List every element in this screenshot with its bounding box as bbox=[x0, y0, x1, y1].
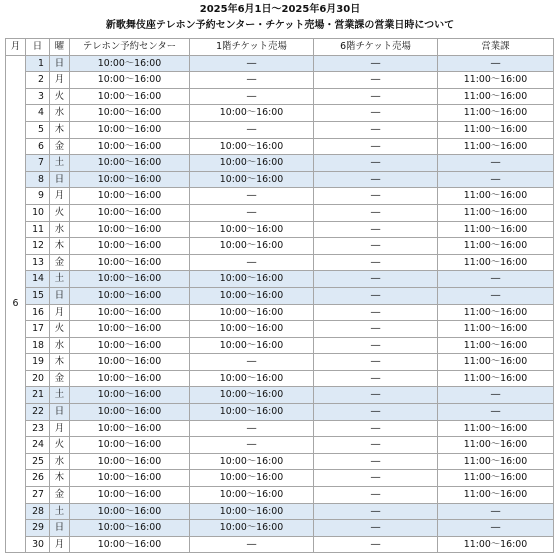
telephone-hours-cell: 10:00～16:00 bbox=[70, 88, 190, 105]
header-sales-dept: 営業課 bbox=[438, 39, 554, 56]
floor6-hours-cell: ― bbox=[314, 55, 438, 72]
floor1-hours-cell: ― bbox=[190, 420, 314, 437]
floor1-hours-cell: ― bbox=[190, 121, 314, 138]
weekday-cell: 火 bbox=[50, 88, 70, 105]
weekday-cell: 木 bbox=[50, 354, 70, 371]
telephone-hours-cell: 10:00～16:00 bbox=[70, 138, 190, 155]
telephone-hours-cell: 10:00～16:00 bbox=[70, 55, 190, 72]
floor6-hours-cell: ― bbox=[314, 238, 438, 255]
floor1-hours-cell: 10:00～16:00 bbox=[190, 155, 314, 172]
floor6-hours-cell: ― bbox=[314, 271, 438, 288]
floor6-hours-cell: ― bbox=[314, 354, 438, 371]
weekday-cell: 日 bbox=[50, 171, 70, 188]
table-row bbox=[6, 337, 554, 354]
weekday-cell: 土 bbox=[50, 387, 70, 404]
sales-hours-cell: 11:00～16:00 bbox=[438, 321, 554, 338]
day-cell: 29 bbox=[26, 520, 50, 537]
table-row bbox=[6, 321, 554, 338]
sales-hours-cell: ― bbox=[438, 171, 554, 188]
sales-hours-cell: 11:00～16:00 bbox=[438, 238, 554, 255]
floor6-hours-cell: ― bbox=[314, 204, 438, 221]
weekday-cell: 日 bbox=[50, 404, 70, 421]
schedule-table bbox=[5, 38, 554, 553]
telephone-hours-cell: 10:00～16:00 bbox=[70, 370, 190, 387]
telephone-hours-cell: 10:00～16:00 bbox=[70, 72, 190, 89]
table-row bbox=[6, 155, 554, 172]
sales-hours-cell: ― bbox=[438, 271, 554, 288]
floor1-hours-cell: 10:00～16:00 bbox=[190, 487, 314, 504]
sales-hours-cell: 11:00～16:00 bbox=[438, 354, 554, 371]
floor6-hours-cell: ― bbox=[314, 105, 438, 122]
header-floor1-ticket-office: 1階チケット売場 bbox=[190, 39, 314, 56]
day-cell: 10 bbox=[26, 204, 50, 221]
table-row bbox=[6, 221, 554, 238]
day-cell: 26 bbox=[26, 470, 50, 487]
telephone-hours-cell: 10:00～16:00 bbox=[70, 337, 190, 354]
table-row bbox=[6, 520, 554, 537]
floor1-hours-cell: 10:00～16:00 bbox=[190, 520, 314, 537]
sales-hours-cell: ― bbox=[438, 287, 554, 304]
weekday-cell: 水 bbox=[50, 221, 70, 238]
day-cell: 21 bbox=[26, 387, 50, 404]
floor6-hours-cell: ― bbox=[314, 420, 438, 437]
table-row bbox=[6, 354, 554, 371]
floor1-hours-cell: 10:00～16:00 bbox=[190, 304, 314, 321]
day-cell: 19 bbox=[26, 354, 50, 371]
sales-hours-cell: 11:00～16:00 bbox=[438, 221, 554, 238]
sales-hours-cell: 11:00～16:00 bbox=[438, 453, 554, 470]
sales-hours-cell: 11:00～16:00 bbox=[438, 88, 554, 105]
day-cell: 14 bbox=[26, 271, 50, 288]
floor6-hours-cell: ― bbox=[314, 437, 438, 454]
sales-hours-cell: ― bbox=[438, 387, 554, 404]
floor6-hours-cell: ― bbox=[314, 121, 438, 138]
table-row bbox=[6, 204, 554, 221]
telephone-hours-cell: 10:00～16:00 bbox=[70, 121, 190, 138]
table-row bbox=[6, 420, 554, 437]
floor1-hours-cell: ― bbox=[190, 536, 314, 553]
floor6-hours-cell: ― bbox=[314, 387, 438, 404]
table-row bbox=[6, 437, 554, 454]
page-title: 新歌舞伎座テレホン予約センター・チケット売場・営業課の営業日時について bbox=[105, 20, 455, 31]
day-cell: 7 bbox=[26, 155, 50, 172]
telephone-hours-cell: 10:00～16:00 bbox=[70, 404, 190, 421]
day-cell: 30 bbox=[26, 536, 50, 553]
day-cell: 25 bbox=[26, 453, 50, 470]
floor1-hours-cell: 10:00～16:00 bbox=[190, 221, 314, 238]
floor1-hours-cell: ― bbox=[190, 437, 314, 454]
day-cell: 6 bbox=[26, 138, 50, 155]
table-row bbox=[6, 72, 554, 89]
floor6-hours-cell: ― bbox=[314, 188, 438, 205]
sales-hours-cell: 11:00～16:00 bbox=[438, 121, 554, 138]
weekday-cell: 土 bbox=[50, 271, 70, 288]
telephone-hours-cell: 10:00～16:00 bbox=[70, 321, 190, 338]
sales-hours-cell: 11:00～16:00 bbox=[438, 254, 554, 271]
telephone-hours-cell: 10:00～16:00 bbox=[70, 420, 190, 437]
weekday-cell: 月 bbox=[50, 72, 70, 89]
floor1-hours-cell: ― bbox=[190, 55, 314, 72]
telephone-hours-cell: 10:00～16:00 bbox=[70, 188, 190, 205]
weekday-cell: 金 bbox=[50, 138, 70, 155]
date-range-title: 2025年6月1日～2025年6月30日 bbox=[199, 4, 361, 15]
weekday-cell: 金 bbox=[50, 254, 70, 271]
weekday-cell: 月 bbox=[50, 188, 70, 205]
schedule-body bbox=[6, 55, 554, 553]
floor1-hours-cell: 10:00～16:00 bbox=[190, 470, 314, 487]
header-telephone-center: テレホン予約センター bbox=[70, 39, 190, 56]
weekday-cell: 木 bbox=[50, 238, 70, 255]
sales-hours-cell: ― bbox=[438, 155, 554, 172]
telephone-hours-cell: 10:00～16:00 bbox=[70, 453, 190, 470]
table-row bbox=[6, 470, 554, 487]
telephone-hours-cell: 10:00～16:00 bbox=[70, 221, 190, 238]
floor1-hours-cell: 10:00～16:00 bbox=[190, 503, 314, 520]
telephone-hours-cell: 10:00～16:00 bbox=[70, 254, 190, 271]
table-row bbox=[6, 536, 554, 553]
table-row bbox=[6, 487, 554, 504]
table-row bbox=[6, 370, 554, 387]
floor6-hours-cell: ― bbox=[314, 155, 438, 172]
table-row bbox=[6, 453, 554, 470]
floor1-hours-cell: ― bbox=[190, 254, 314, 271]
month-cell: 6 bbox=[6, 55, 26, 553]
floor1-hours-cell: 10:00～16:00 bbox=[190, 404, 314, 421]
weekday-cell: 日 bbox=[50, 520, 70, 537]
telephone-hours-cell: 10:00～16:00 bbox=[70, 354, 190, 371]
day-cell: 3 bbox=[26, 88, 50, 105]
table-row bbox=[6, 387, 554, 404]
floor6-hours-cell: ― bbox=[314, 453, 438, 470]
weekday-cell: 水 bbox=[50, 105, 70, 122]
floor1-hours-cell: 10:00～16:00 bbox=[190, 271, 314, 288]
telephone-hours-cell: 10:00～16:00 bbox=[70, 503, 190, 520]
header-day: 日 bbox=[26, 39, 50, 56]
sales-hours-cell: ― bbox=[438, 404, 554, 421]
sales-hours-cell: 11:00～16:00 bbox=[438, 105, 554, 122]
day-cell: 13 bbox=[26, 254, 50, 271]
sales-hours-cell: 11:00～16:00 bbox=[438, 337, 554, 354]
header-row bbox=[6, 39, 554, 56]
sales-hours-cell: 11:00～16:00 bbox=[438, 138, 554, 155]
telephone-hours-cell: 10:00～16:00 bbox=[70, 287, 190, 304]
weekday-cell: 金 bbox=[50, 487, 70, 504]
sales-hours-cell: 11:00～16:00 bbox=[438, 370, 554, 387]
day-cell: 20 bbox=[26, 370, 50, 387]
weekday-cell: 金 bbox=[50, 370, 70, 387]
weekday-cell: 日 bbox=[50, 287, 70, 304]
table-row bbox=[6, 55, 554, 72]
day-cell: 22 bbox=[26, 404, 50, 421]
floor6-hours-cell: ― bbox=[314, 370, 438, 387]
day-cell: 16 bbox=[26, 304, 50, 321]
day-cell: 24 bbox=[26, 437, 50, 454]
floor1-hours-cell: 10:00～16:00 bbox=[190, 370, 314, 387]
telephone-hours-cell: 10:00～16:00 bbox=[70, 387, 190, 404]
floor1-hours-cell: 10:00～16:00 bbox=[190, 337, 314, 354]
table-row bbox=[6, 254, 554, 271]
table-row bbox=[6, 105, 554, 122]
telephone-hours-cell: 10:00～16:00 bbox=[70, 271, 190, 288]
weekday-cell: 土 bbox=[50, 155, 70, 172]
floor1-hours-cell: ― bbox=[190, 204, 314, 221]
floor6-hours-cell: ― bbox=[314, 287, 438, 304]
weekday-cell: 日 bbox=[50, 55, 70, 72]
telephone-hours-cell: 10:00～16:00 bbox=[70, 204, 190, 221]
day-cell: 23 bbox=[26, 420, 50, 437]
floor1-hours-cell: ― bbox=[190, 188, 314, 205]
table-row bbox=[6, 88, 554, 105]
table-row bbox=[6, 287, 554, 304]
sales-hours-cell: 11:00～16:00 bbox=[438, 437, 554, 454]
floor1-hours-cell: 10:00～16:00 bbox=[190, 387, 314, 404]
day-cell: 12 bbox=[26, 238, 50, 255]
weekday-cell: 月 bbox=[50, 420, 70, 437]
weekday-cell: 火 bbox=[50, 204, 70, 221]
weekday-cell: 水 bbox=[50, 337, 70, 354]
day-cell: 9 bbox=[26, 188, 50, 205]
day-cell: 8 bbox=[26, 171, 50, 188]
floor6-hours-cell: ― bbox=[314, 337, 438, 354]
floor6-hours-cell: ― bbox=[314, 304, 438, 321]
telephone-hours-cell: 10:00～16:00 bbox=[70, 155, 190, 172]
telephone-hours-cell: 10:00～16:00 bbox=[70, 171, 190, 188]
floor6-hours-cell: ― bbox=[314, 221, 438, 238]
floor6-hours-cell: ― bbox=[314, 88, 438, 105]
weekday-cell: 火 bbox=[50, 321, 70, 338]
weekday-cell: 火 bbox=[50, 437, 70, 454]
floor6-hours-cell: ― bbox=[314, 171, 438, 188]
weekday-cell: 月 bbox=[50, 304, 70, 321]
day-cell: 28 bbox=[26, 503, 50, 520]
weekday-cell: 月 bbox=[50, 536, 70, 553]
header-weekday: 曜 bbox=[50, 39, 70, 56]
day-cell: 1 bbox=[26, 55, 50, 72]
sales-hours-cell: 11:00～16:00 bbox=[438, 204, 554, 221]
sales-hours-cell: 11:00～16:00 bbox=[438, 487, 554, 504]
table-row bbox=[6, 188, 554, 205]
day-cell: 2 bbox=[26, 72, 50, 89]
floor1-hours-cell: 10:00～16:00 bbox=[190, 105, 314, 122]
telephone-hours-cell: 10:00～16:00 bbox=[70, 487, 190, 504]
floor6-hours-cell: ― bbox=[314, 503, 438, 520]
table-row bbox=[6, 138, 554, 155]
floor6-hours-cell: ― bbox=[314, 254, 438, 271]
floor1-hours-cell: 10:00～16:00 bbox=[190, 453, 314, 470]
floor6-hours-cell: ― bbox=[314, 72, 438, 89]
floor6-hours-cell: ― bbox=[314, 520, 438, 537]
floor1-hours-cell: 10:00～16:00 bbox=[190, 287, 314, 304]
weekday-cell: 木 bbox=[50, 470, 70, 487]
sales-hours-cell: ― bbox=[438, 55, 554, 72]
day-cell: 18 bbox=[26, 337, 50, 354]
floor6-hours-cell: ― bbox=[314, 321, 438, 338]
telephone-hours-cell: 10:00～16:00 bbox=[70, 520, 190, 537]
telephone-hours-cell: 10:00～16:00 bbox=[70, 536, 190, 553]
header-floor6-ticket-office: 6階チケット売場 bbox=[314, 39, 438, 56]
header-month: 月 bbox=[6, 39, 26, 56]
floor6-hours-cell: ― bbox=[314, 138, 438, 155]
floor1-hours-cell: ― bbox=[190, 354, 314, 371]
day-cell: 15 bbox=[26, 287, 50, 304]
day-cell: 5 bbox=[26, 121, 50, 138]
floor1-hours-cell: 10:00～16:00 bbox=[190, 321, 314, 338]
sales-hours-cell: ― bbox=[438, 503, 554, 520]
sales-hours-cell: ― bbox=[438, 520, 554, 537]
day-cell: 17 bbox=[26, 321, 50, 338]
floor1-hours-cell: 10:00～16:00 bbox=[190, 138, 314, 155]
sales-hours-cell: 11:00～16:00 bbox=[438, 304, 554, 321]
floor1-hours-cell: ― bbox=[190, 72, 314, 89]
table-row bbox=[6, 503, 554, 520]
floor1-hours-cell: ― bbox=[190, 88, 314, 105]
sales-hours-cell: 11:00～16:00 bbox=[438, 536, 554, 553]
table-row bbox=[6, 238, 554, 255]
sales-hours-cell: 11:00～16:00 bbox=[438, 470, 554, 487]
telephone-hours-cell: 10:00～16:00 bbox=[70, 238, 190, 255]
floor6-hours-cell: ― bbox=[314, 404, 438, 421]
table-row bbox=[6, 171, 554, 188]
floor6-hours-cell: ― bbox=[314, 487, 438, 504]
weekday-cell: 木 bbox=[50, 121, 70, 138]
sales-hours-cell: 11:00～16:00 bbox=[438, 72, 554, 89]
sales-hours-cell: 11:00～16:00 bbox=[438, 420, 554, 437]
telephone-hours-cell: 10:00～16:00 bbox=[70, 105, 190, 122]
sales-hours-cell: 11:00～16:00 bbox=[438, 188, 554, 205]
telephone-hours-cell: 10:00～16:00 bbox=[70, 437, 190, 454]
floor6-hours-cell: ― bbox=[314, 536, 438, 553]
table-row bbox=[6, 304, 554, 321]
table-row bbox=[6, 404, 554, 421]
weekday-cell: 水 bbox=[50, 453, 70, 470]
day-cell: 4 bbox=[26, 105, 50, 122]
telephone-hours-cell: 10:00～16:00 bbox=[70, 470, 190, 487]
floor1-hours-cell: 10:00～16:00 bbox=[190, 238, 314, 255]
table-row bbox=[6, 121, 554, 138]
table-row bbox=[6, 271, 554, 288]
day-cell: 11 bbox=[26, 221, 50, 238]
weekday-cell: 土 bbox=[50, 503, 70, 520]
floor6-hours-cell: ― bbox=[314, 470, 438, 487]
day-cell: 27 bbox=[26, 487, 50, 504]
telephone-hours-cell: 10:00～16:00 bbox=[70, 304, 190, 321]
floor1-hours-cell: 10:00～16:00 bbox=[190, 171, 314, 188]
